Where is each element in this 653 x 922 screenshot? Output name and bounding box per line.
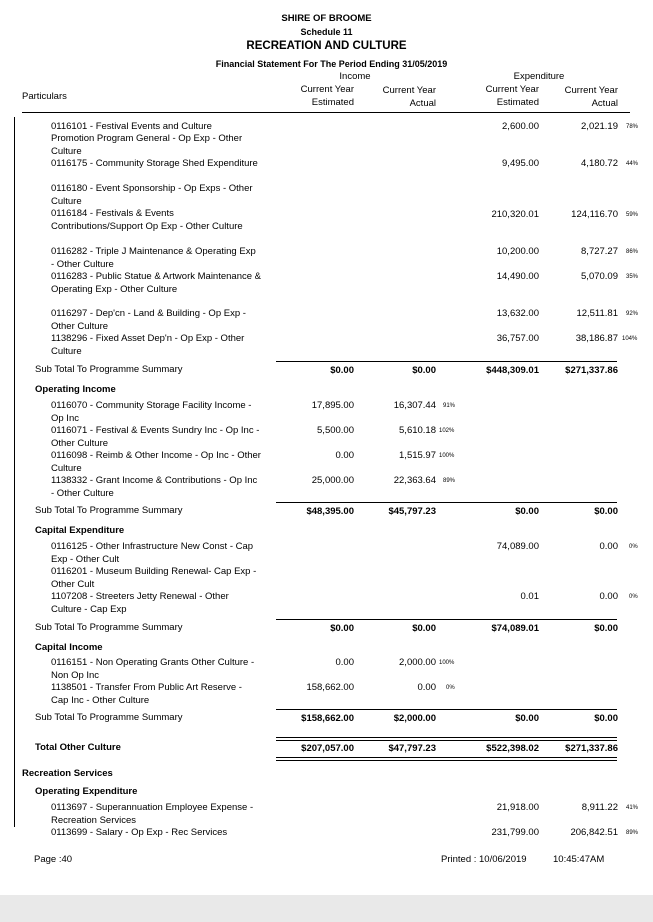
inc-estimated-value: 0.00 xyxy=(335,657,354,668)
line-item-desc: 0116180 - Event Sponsorship - Op Exps - Other Culture xyxy=(51,183,253,207)
inc-estimated-value: 17,895.00 xyxy=(311,400,354,411)
line-item-desc: 0116070 - Community Storage Facility Income - Op Inc xyxy=(51,400,252,424)
total-inc-est: $207,057.00 xyxy=(301,743,354,754)
inc-percent: 100% xyxy=(439,660,455,666)
line-item-desc: 0116282 - Triple J Maintenance & Operating Exp - Other Culture xyxy=(51,246,256,270)
inc-estimated-value: 0.00 xyxy=(335,450,354,461)
subtotal-label: Sub Total To Programme Summary xyxy=(35,364,183,375)
subtotal-exp-act: $0.00 xyxy=(594,506,618,517)
exp-actual-value: 124,116.70 xyxy=(571,209,618,220)
inc-actual-value: 5,610.18 xyxy=(399,425,436,436)
inc-act-heading-1: Current Year xyxy=(382,85,436,96)
subtotal-inc-est: $48,395.00 xyxy=(306,506,354,517)
line-item-desc: 0116184 - Festivals & Events Contributions/Support Op Exp - Other Culture xyxy=(51,208,243,232)
section-heading-recreation-services: Recreation Services xyxy=(22,768,113,779)
subtotal-label: Sub Total To Programme Summary xyxy=(35,622,183,633)
line-item-desc: 0116125 - Other Infrastructure New Const - Cap Exp - Other Cult xyxy=(51,541,254,565)
exp-percent: 44% xyxy=(626,161,639,167)
org-name: SHIRE OF BROOME xyxy=(281,13,372,24)
subtotal-rule xyxy=(276,619,617,620)
subtotal-inc-est: $0.00 xyxy=(330,623,354,634)
exp-estimated-value: 13,632.00 xyxy=(496,308,539,319)
exp-percent: 92% xyxy=(626,311,639,317)
exp-estimated-value: 2,600.00 xyxy=(502,121,539,132)
subtotal-inc-act: $2,000.00 xyxy=(393,713,436,724)
exp-estimated-value: 0.01 xyxy=(520,591,539,602)
subtotal-inc-est: $0.00 xyxy=(330,365,354,376)
exp-estimated-value: 74,089.00 xyxy=(496,541,539,552)
subtotal-inc-est: $158,662.00 xyxy=(301,713,354,724)
exp-percent: 59% xyxy=(626,212,639,218)
exp-actual-value: 0.00 xyxy=(599,591,618,602)
inc-percent: 89% xyxy=(443,478,456,484)
header-rule xyxy=(22,112,630,113)
total-rule-bottom xyxy=(276,757,617,761)
subtotal-label: Sub Total To Programme Summary xyxy=(35,505,183,516)
total-exp-est: $522,398.02 xyxy=(486,743,539,754)
inc-actual-value: 1,515.97 xyxy=(399,450,436,461)
subtotal-exp-act: $0.00 xyxy=(594,713,618,724)
inc-estimated-value: 158,662.00 xyxy=(306,682,354,693)
exp-est-heading-1: Current Year xyxy=(485,84,539,95)
line-item-desc: 0116297 - Dep'cn - Land & Building - Op Exp - Other Culture xyxy=(51,308,246,332)
page-title: RECREATION AND CULTURE xyxy=(246,40,407,52)
exp-est-heading-2: Estimated xyxy=(496,97,539,108)
exp-percent: 86% xyxy=(626,249,639,255)
exp-actual-value: 38,186.87 xyxy=(575,333,618,344)
exp-actual-value: 12,511.81 xyxy=(576,308,618,319)
inc-percent: 100% xyxy=(439,453,455,459)
line-item-desc: Promotion Program General - Op Exp - Other Culture xyxy=(51,133,243,157)
particulars-heading: Particulars xyxy=(22,91,67,102)
inc-percent: 102% xyxy=(439,428,455,434)
statement-subtitle: Financial Statement For The Period Ending 31/05/2019 xyxy=(215,59,448,69)
subtotal-exp-act: $0.00 xyxy=(594,623,618,634)
line-item-desc: 0113699 - Salary - Op Exp - Rec Services xyxy=(51,827,228,838)
total-label: Total Other Culture xyxy=(35,742,121,753)
line-item-desc: 0116101 - Festival Events and Culture xyxy=(51,121,212,132)
inc-actual-value: 22,363.64 xyxy=(393,475,436,486)
line-item-desc: 1138501 - Transfer From Public Art Reserve - Cap Inc - Other Culture xyxy=(51,682,242,706)
exp-actual-value: 8,911.22 xyxy=(581,802,618,813)
line-item-desc: 0113697 - Superannuation Employee Expense - Recreation Services xyxy=(51,802,254,826)
inc-est-heading-1: Current Year xyxy=(300,84,354,95)
schedule-number: Schedule 11 xyxy=(300,27,353,37)
exp-estimated-value: 36,757.00 xyxy=(496,333,539,344)
exp-estimated-value: 210,320.01 xyxy=(491,209,539,220)
line-item-desc: 1107208 - Streeters Jetty Renewal - Other Culture - Cap Exp xyxy=(51,591,229,615)
line-item-desc: 0116201 - Museum Building Renewal- Cap Exp - Other Cult xyxy=(51,566,257,590)
exp-percent: 0% xyxy=(629,594,638,600)
subtotal-label: Sub Total To Programme Summary xyxy=(35,712,183,723)
subtotal-exp-est: $448,309.01 xyxy=(486,365,539,376)
total-rule-top xyxy=(276,737,617,741)
subtotal-inc-act: $0.00 xyxy=(412,623,436,634)
subtotal-exp-est: $0.00 xyxy=(515,713,539,724)
exp-percent: 41% xyxy=(626,805,639,811)
total-exp-act: $271,337.86 xyxy=(565,743,618,754)
printed-date: Printed : 10/06/2019 xyxy=(441,854,527,865)
exp-estimated-value: 10,200.00 xyxy=(496,246,539,257)
inc-percent: 91% xyxy=(443,403,456,409)
inc-actual-value: 16,307.44 xyxy=(393,400,436,411)
exp-percent: 0% xyxy=(629,544,638,550)
exp-actual-value: 4,180.72 xyxy=(581,158,618,169)
line-item-desc: 0116283 - Public Statue & Artwork Maintenance & Operating Exp - Other Culture xyxy=(51,271,262,295)
expenditure-heading: Expenditure xyxy=(513,71,565,82)
exp-actual-value: 0.00 xyxy=(599,541,618,552)
exp-percent: 35% xyxy=(626,274,639,280)
line-item-desc: 0116175 - Community Storage Shed Expenditure xyxy=(51,158,258,169)
exp-act-heading-2: Actual xyxy=(591,98,618,109)
subtotal-rule xyxy=(276,709,617,710)
subtotal-inc-act: $0.00 xyxy=(412,365,436,376)
line-item-desc: 1138332 - Grant Income & Contributions - Op Inc - Other Culture xyxy=(51,475,258,499)
inc-act-heading-2: Actual xyxy=(409,98,436,109)
exp-estimated-value: 14,490.00 xyxy=(496,271,539,282)
inc-estimated-value: 25,000.00 xyxy=(311,475,354,486)
subtotal-rule xyxy=(276,361,617,362)
exp-actual-value: 2,021.19 xyxy=(581,121,618,132)
exp-percent: 104% xyxy=(622,336,638,342)
line-item-desc: 0116151 - Non Operating Grants Other Culture - Non Op Inc xyxy=(51,657,255,681)
exp-actual-value: 206,842.51 xyxy=(570,827,618,838)
section-heading-capital-income: Capital Income xyxy=(35,642,103,653)
subtotal-inc-act: $45,797.23 xyxy=(388,506,436,517)
exp-act-heading-1: Current Year xyxy=(564,85,618,96)
exp-estimated-value: 9,495.00 xyxy=(502,158,539,169)
exp-estimated-value: 231,799.00 xyxy=(491,827,539,838)
line-item-desc: 1138296 - Fixed Asset Dep'n - Op Exp - Other Culture xyxy=(51,333,245,357)
line-item-desc: 0116098 - Reimb & Other Income - Op Inc - Other Culture xyxy=(51,450,261,474)
page-bottom-band xyxy=(0,895,653,922)
subtotal-exp-est: $0.00 xyxy=(515,506,539,517)
inc-estimated-value: 5,500.00 xyxy=(317,425,354,436)
inc-actual-value: 2,000.00 xyxy=(399,657,436,668)
exp-actual-value: 5,070.09 xyxy=(581,271,618,282)
inc-est-heading-2: Estimated xyxy=(311,97,354,108)
subsection-heading-operating-expenditure: Operating Expenditure xyxy=(35,786,138,797)
subtotal-exp-act: $271,337.86 xyxy=(565,365,618,376)
page-number: Page :40 xyxy=(34,854,73,865)
total-inc-act: $47,797.23 xyxy=(388,743,436,754)
inc-actual-value: 0.00 xyxy=(417,682,436,693)
section-heading-capital-expenditure: Capital Expenditure xyxy=(35,525,125,536)
left-margin-rule xyxy=(14,117,15,827)
exp-percent: 89% xyxy=(626,830,639,836)
printed-time: 10:45:47AM xyxy=(553,854,605,865)
exp-estimated-value: 21,918.00 xyxy=(496,802,539,813)
line-item-desc: 0116071 - Festival & Events Sundry Inc - Op Inc - Other Culture xyxy=(51,425,260,449)
exp-percent: 78% xyxy=(626,124,639,130)
exp-actual-value: 8,727.27 xyxy=(581,246,618,257)
subtotal-rule xyxy=(276,502,617,503)
inc-percent: 0% xyxy=(446,685,455,691)
income-heading: Income xyxy=(339,71,371,82)
section-heading-operating-income: Operating Income xyxy=(35,384,116,395)
subtotal-exp-est: $74,089.01 xyxy=(491,623,539,634)
